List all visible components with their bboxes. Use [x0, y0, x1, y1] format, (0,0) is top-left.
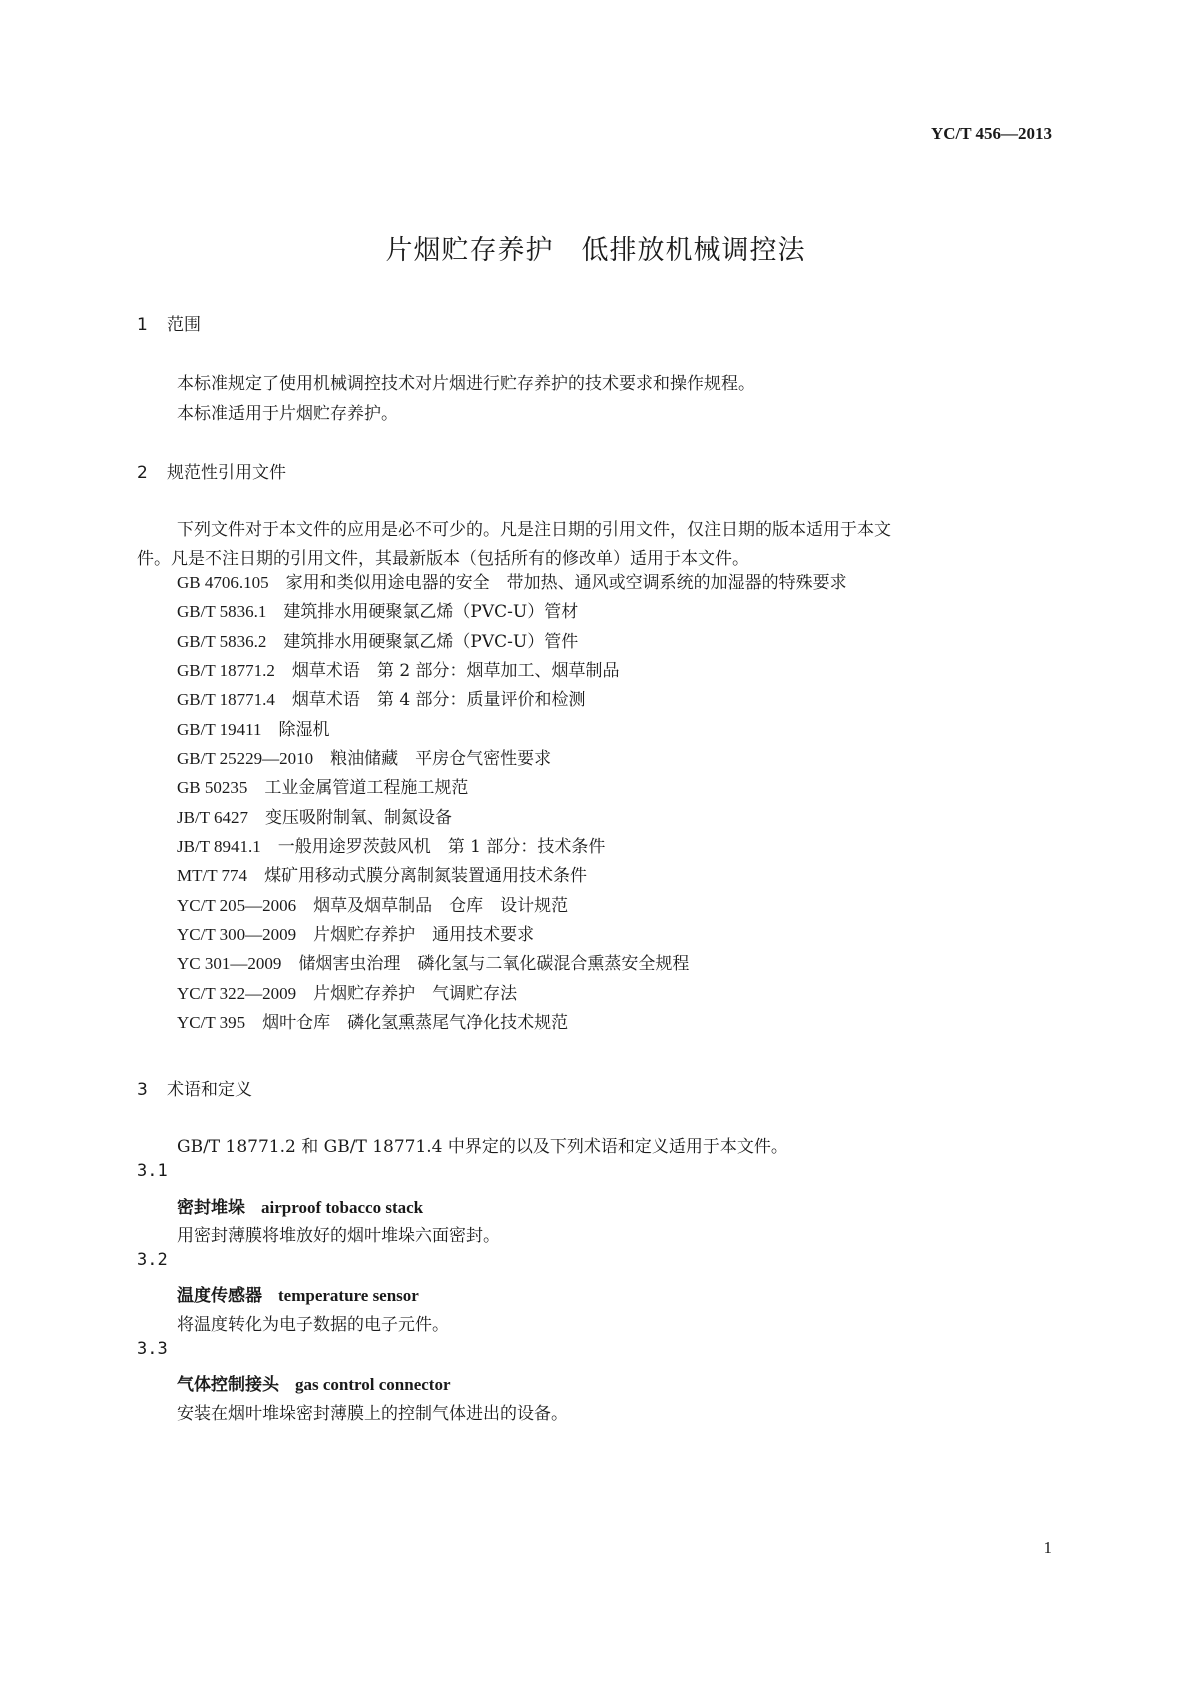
reference-title: 建筑排水用硬聚氯乙烯（PVC-U）管材 [283, 602, 579, 622]
reference-item [177, 714, 330, 745]
normative-intro-line-1: 下列文件对于本文件的应用是必不可少的。凡是注日期的引用文件，仅注日期的版本适用于本文 [177, 520, 891, 540]
reference-item [177, 890, 568, 921]
term-number: 3.2 [137, 1250, 168, 1270]
reference-item [177, 772, 468, 803]
term-name-zh: 气体控制接头 [177, 1375, 279, 1395]
reference-code: GB/T 19411 [177, 720, 262, 739]
term-name-en: airproof tobacco stack [261, 1198, 424, 1217]
reference-title: 烟草术语 第 2 部分：烟草加工、烟草制品 [291, 661, 620, 681]
reference-title: 片烟贮存养护 气调贮存法 [313, 984, 518, 1004]
reference-item [177, 978, 517, 1009]
reference-item [177, 802, 452, 833]
scope-paragraph-2: 本标准适用于片烟贮存养护。 [177, 404, 398, 424]
term-name [177, 1370, 451, 1395]
reference-code: GB/T 25229—2010 [177, 749, 314, 768]
reference-item [177, 684, 586, 715]
term-name-zh: 密封堆垛 [177, 1198, 245, 1218]
section-number: 2 [137, 463, 148, 483]
reference-item [177, 743, 551, 774]
reference-code: YC/T 395 [177, 1013, 246, 1032]
term-number: 3.1 [137, 1161, 168, 1181]
section-title: 范围 [167, 315, 201, 335]
reference-code: JB/T 6427 [177, 808, 249, 827]
reference-code: YC/T 205—2006 [177, 896, 297, 915]
term-number: 3.3 [137, 1339, 168, 1359]
reference-code: GB 4706.105 [177, 573, 269, 592]
section-title: 规范性引用文件 [167, 463, 286, 483]
reference-code: GB/T 5836.1 [177, 602, 267, 621]
reference-title: 烟草及烟草制品 仓库 设计规范 [313, 896, 569, 916]
reference-code: GB/T 5836.2 [177, 632, 267, 651]
section-2-heading [137, 458, 286, 483]
reference-item [177, 948, 689, 979]
scope-paragraph-1: 本标准规定了使用机械调控技术对片烟进行贮存养护的技术要求和操作规程。 [177, 374, 755, 394]
term-name-zh: 温度传感器 [177, 1286, 262, 1306]
term-name-en: gas control connector [295, 1375, 451, 1394]
section-number: 3 [137, 1080, 148, 1100]
section-1-heading [137, 310, 201, 335]
document-title: 片烟贮存养护 低排放机械调控法 [385, 235, 806, 266]
reference-title: 一般用途罗茨鼓风机 第 1 部分：技术条件 [277, 837, 606, 857]
term-name-en: temperature sensor [278, 1286, 419, 1305]
reference-item [177, 860, 587, 891]
section-title: 术语和定义 [167, 1080, 252, 1100]
reference-code: MT/T 774 [177, 866, 248, 885]
normative-intro-line-2: 件。凡是不注日期的引用文件，其最新版本（包括所有的修改单）适用于本文件。 [137, 549, 749, 569]
term-definition: 安装在烟叶堆垛密封薄膜上的控制气体进出的设备。 [177, 1404, 568, 1424]
terms-intro: GB/T 18771.2 和 GB/T 18771.4 中界定的以及下列术语和定义适用于本文件。 [177, 1137, 788, 1157]
standard-code: YC/T 456—2013 [930, 124, 1052, 143]
reference-code: YC 301—2009 [177, 954, 282, 973]
reference-title: 烟草术语 第 4 部分：质量评价和检测 [291, 690, 586, 710]
reference-item [177, 596, 578, 627]
reference-title: 变压吸附制氧、制氮设备 [265, 808, 453, 828]
reference-item [177, 919, 534, 950]
reference-item [177, 655, 620, 686]
reference-code: JB/T 8941.1 [177, 837, 261, 856]
reference-item [177, 1007, 568, 1038]
reference-title: 烟叶仓库 磷化氢熏蒸尾气净化技术规范 [262, 1013, 569, 1033]
section-3-heading [137, 1075, 252, 1100]
section-number: 1 [137, 315, 148, 335]
reference-title: 煤矿用移动式膜分离制氮装置通用技术条件 [264, 866, 588, 886]
reference-code: GB/T 18771.4 [177, 690, 275, 709]
reference-code: GB/T 18771.2 [177, 661, 275, 680]
term-definition: 将温度转化为电子数据的电子元件。 [177, 1315, 449, 1335]
reference-code: GB 50235 [177, 778, 248, 797]
reference-code: YC/T 300—2009 [177, 925, 297, 944]
reference-title: 片烟贮存养护 通用技术要求 [313, 925, 535, 945]
term-name [177, 1281, 419, 1306]
reference-item [177, 831, 605, 862]
reference-title: 建筑排水用硬聚氯乙烯（PVC-U）管件 [283, 632, 579, 652]
reference-code: YC/T 322—2009 [177, 984, 297, 1003]
term-definition: 用密封薄膜将堆放好的烟叶堆垛六面密封。 [177, 1226, 500, 1246]
reference-item [177, 626, 578, 657]
reference-title: 除湿机 [278, 720, 330, 740]
page-number: 1 [1043, 1538, 1052, 1557]
reference-title: 粮油储藏 平房仓气密性要求 [330, 749, 552, 769]
term-name [177, 1193, 423, 1218]
reference-item [177, 567, 847, 598]
reference-title: 工业金属管道工程施工规范 [264, 778, 469, 798]
reference-title: 家用和类似用途电器的安全 带加热、通风或空调系统的加湿器的特殊要求 [285, 573, 847, 593]
reference-title: 储烟害虫治理 磷化氢与二氧化碳混合熏蒸安全规程 [298, 954, 690, 974]
